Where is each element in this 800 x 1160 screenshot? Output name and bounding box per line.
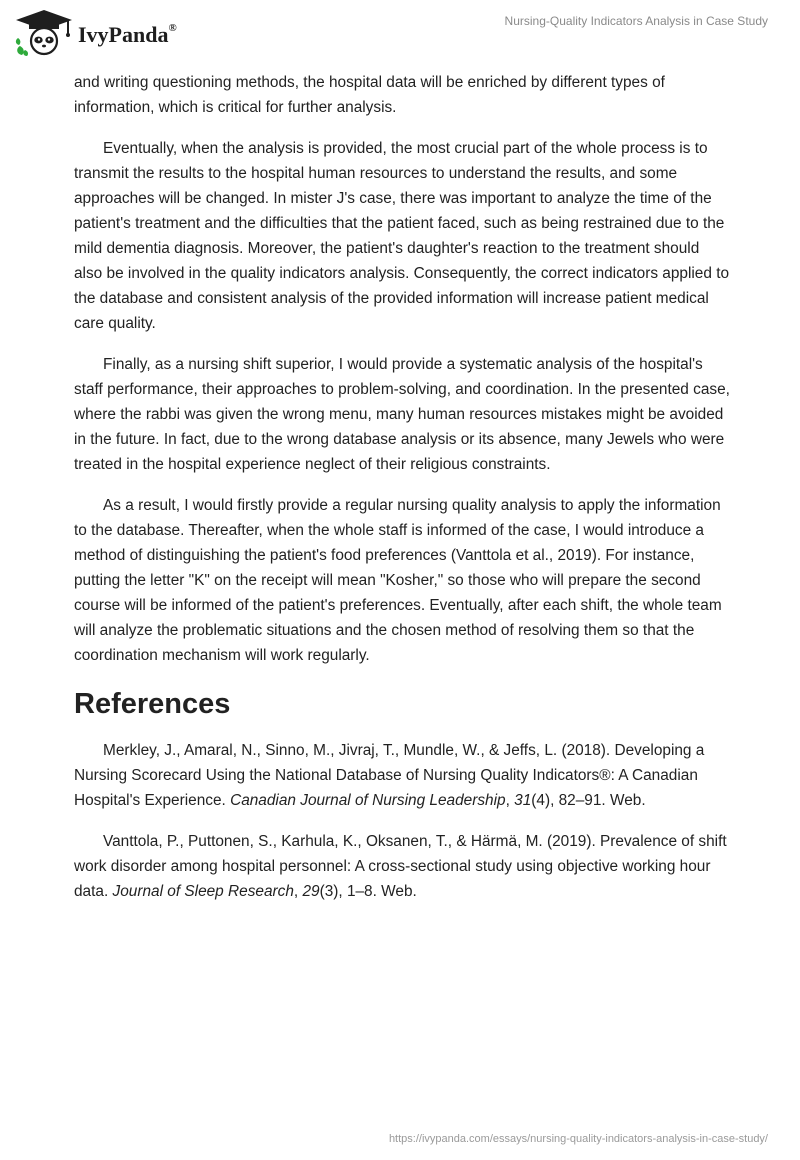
paragraph: and writing questioning methods, the hospital data will be enriched by different types of information, which is critical for further analysis. bbox=[74, 74, 665, 116]
paragraph: Eventually, when the analysis is provided, the most crucial part of the whole process is to transmit the results to the hospital human resources to understand the results, and some approaches will be changed. In mister J's case, there was important to analyze the time of the patient's treatment and the difficulties that the patient faced, such as being restrained due to the mild dementia diagnosis. Moreover, the patient's daughter's reaction to the treatment should also be involved in the quality indicators analysis. Consequently, the correct indicators applied to the database and consistent analysis of the provided information will increase patient medical care quality. bbox=[74, 140, 730, 332]
brand-name: IvyPanda® bbox=[78, 21, 177, 47]
page-header bbox=[0, 0, 800, 70]
reference-entry: Vanttola, P., Puttonen, S., Karhula, K., Oksanen, T., & Härmä, M. (2019). Prevalence of shift work disorder among hospital personnel: A cross-sectional study using objective working hour data. Journal of Sleep Research, 29(3), 1–8. Web. bbox=[74, 833, 727, 900]
reference-entry: Merkley, J., Amaral, N., Sinno, M., Jivraj, T., Mundle, W., & Jeffs, L. (2018). Developing a Nursing Scorecard Using the National Database of Nursing Quality Indicators®: A Canadian Hospital's Experience. Canadian Journal of Nursing Leadership, 31(4), 82–91. Web. bbox=[74, 742, 705, 809]
article-body bbox=[74, 70, 730, 920]
panda-graduate-icon bbox=[14, 8, 74, 56]
paragraph: Finally, as a nursing shift superior, I would provide a systematic analysis of the hospital's staff performance, their approaches to problem-solving, and coordination. In the presented case, where the rabbi was given the wrong menu, many human resources mistakes might be avoided in the future. In fact, due to the wrong database analysis or its absence, many Jewels who were treated in the hospital experience neglect of their religious constraints. bbox=[74, 356, 730, 473]
paragraph: As a result, I would firstly provide a regular nursing quality analysis to apply the information to the database. Thereafter, when the whole staff is informed of the case, I would introduce a method of distinguishing the patient's food preferences (Vanttola et al., 2019). For instance, putting the letter "K" on the receipt will mean "Kosher," so those who will prepare the second course will be informed of the patient's preferences. Eventually, after each shift, the whole team will analyze the problematic situations and the chosen method of resolving them so that the coordination mechanism will work regularly. bbox=[74, 497, 722, 664]
references-heading: References bbox=[74, 688, 231, 720]
source-url-link[interactable]: https://ivypanda.com/essays/nursing-quality-indicators-analysis-in-case-study/ bbox=[388, 1133, 768, 1145]
document-title: Nursing-Quality Indicators Analysis in Case Study bbox=[504, 14, 768, 28]
ivypanda-logo[interactable] bbox=[14, 8, 177, 56]
